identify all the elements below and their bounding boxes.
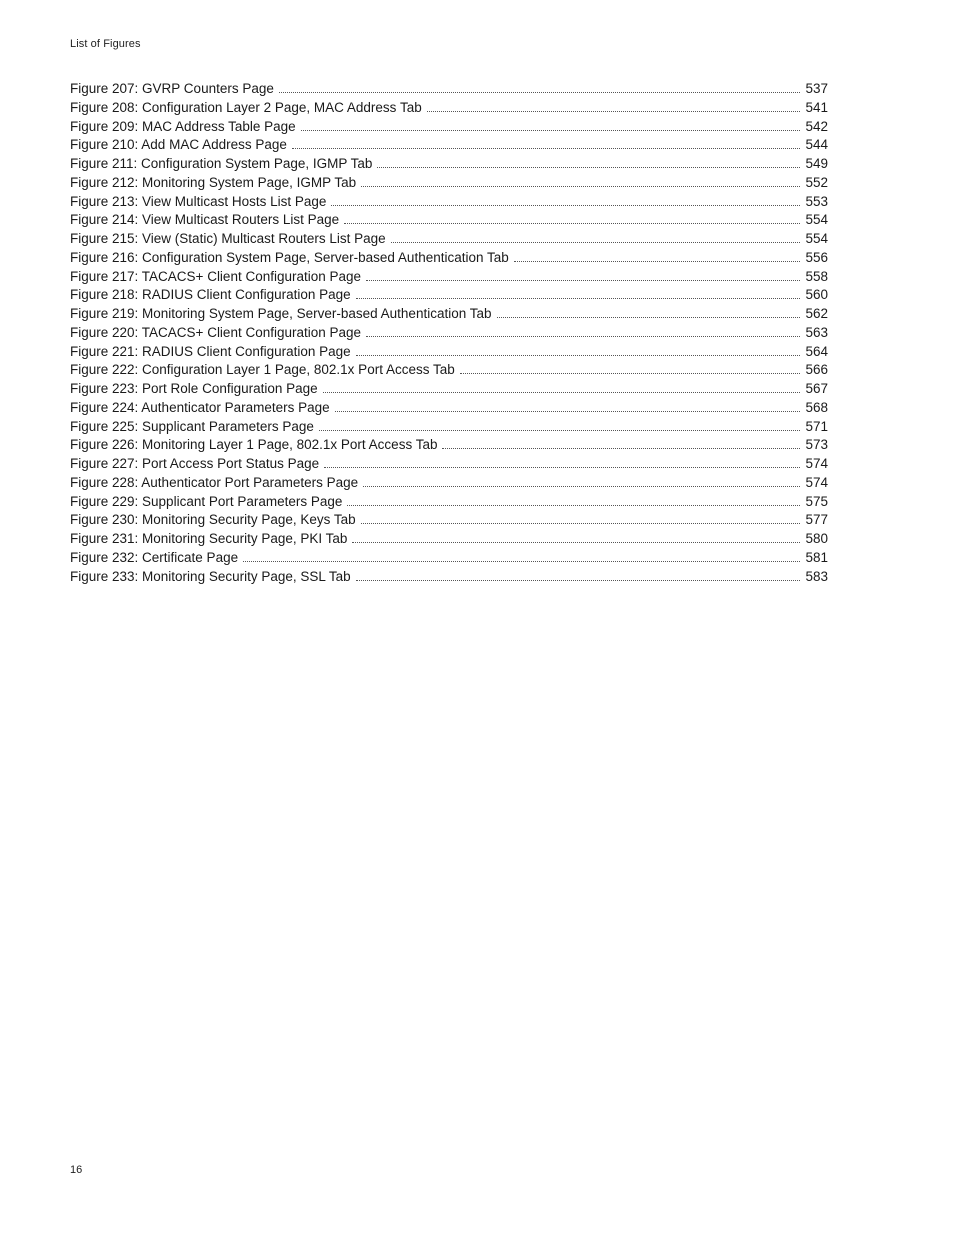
dot-leader (514, 260, 800, 262)
toc-entry-title[interactable]: Figure 221: RADIUS Client Configuration Page (70, 343, 351, 359)
toc-entry-title[interactable]: Figure 217: TACACS+ Client Configuration Page (70, 268, 362, 284)
toc-entry-page[interactable]: 552 (805, 174, 828, 190)
toc-entry-title[interactable]: Figure 212: Monitoring System Page, IGMP Tab (70, 174, 357, 190)
list-of-figures (70, 80, 828, 586)
dot-leader (356, 354, 800, 356)
toc-entry-page[interactable]: 568 (805, 399, 828, 415)
toc-entry-page[interactable]: 575 (805, 493, 828, 509)
dot-leader (331, 204, 800, 206)
dot-leader (335, 410, 800, 412)
toc-entry[interactable] (70, 436, 828, 455)
toc-entry-page[interactable]: 583 (805, 568, 828, 584)
toc-entry-title[interactable]: Figure 224: Authenticator Parameters Page (70, 399, 330, 415)
toc-entry[interactable] (70, 549, 828, 568)
toc-entry-title[interactable]: Figure 207: GVRP Counters Page (70, 81, 274, 96)
dot-leader (352, 541, 800, 543)
toc-entry[interactable] (70, 249, 828, 268)
dot-leader (356, 579, 800, 581)
toc-entry-page[interactable]: 549 (805, 156, 828, 171)
toc-entry-page[interactable]: 577 (805, 512, 828, 528)
dot-leader (427, 110, 800, 112)
toc-entry[interactable] (70, 380, 828, 399)
toc-entry-title[interactable]: Figure 223: Port Role Configuration Page (70, 381, 318, 396)
toc-entry-page[interactable]: 553 (805, 193, 828, 209)
toc-entry[interactable] (70, 99, 828, 118)
toc-entry[interactable] (70, 493, 828, 512)
toc-entry-title[interactable]: Figure 218: RADIUS Client Configuration Page (70, 287, 351, 303)
toc-entry[interactable] (70, 155, 828, 174)
toc-entry-title[interactable]: Figure 210: Add MAC Address Page (70, 137, 287, 153)
toc-entry[interactable] (70, 455, 828, 474)
toc-entry-title[interactable]: Figure 209: MAC Address Table Page (70, 118, 296, 134)
toc-entry-page[interactable]: 571 (805, 418, 828, 434)
toc-entry-title[interactable]: Figure 214: View Multicast Routers List Page (70, 212, 340, 228)
toc-entry-page[interactable]: 542 (805, 118, 828, 134)
toc-entry[interactable] (70, 324, 828, 343)
toc-entry[interactable] (70, 568, 828, 587)
dot-leader (442, 447, 800, 449)
dot-leader (361, 522, 800, 524)
toc-entry-page[interactable]: 573 (805, 437, 828, 453)
toc-entry[interactable] (70, 530, 828, 549)
dot-leader (319, 429, 800, 431)
toc-entry[interactable] (70, 174, 828, 193)
toc-entry-page[interactable]: 554 (805, 231, 828, 246)
toc-entry-page[interactable]: 574 (805, 474, 828, 490)
toc-entry-title[interactable]: Figure 232: Certificate Page (70, 549, 239, 565)
toc-entry[interactable] (70, 211, 828, 230)
toc-entry[interactable] (70, 136, 828, 155)
toc-entry-page[interactable]: 566 (805, 362, 828, 378)
dot-leader (366, 279, 800, 281)
toc-entry-title[interactable]: Figure 211: Configuration System Page, IGMP Tab (70, 156, 373, 171)
dot-leader (460, 372, 800, 374)
dot-leader (377, 166, 800, 168)
toc-entry-page[interactable]: 541 (805, 99, 828, 115)
toc-entry[interactable] (70, 343, 828, 362)
toc-entry-page[interactable]: 574 (805, 456, 828, 471)
toc-entry[interactable] (70, 193, 828, 212)
toc-entry-title[interactable]: Figure 227: Port Access Port Status Page (70, 456, 320, 471)
toc-entry[interactable] (70, 80, 828, 99)
dot-leader (366, 335, 800, 337)
dot-leader (391, 241, 800, 243)
toc-entry-title[interactable]: Figure 230: Monitoring Security Page, Keys Tab (70, 512, 356, 528)
toc-entry-title[interactable]: Figure 220: TACACS+ Client Configuration Page (70, 324, 362, 340)
toc-entry[interactable] (70, 418, 828, 437)
toc-entry-title[interactable]: Figure 222: Configuration Layer 1 Page, 802.1x Port Access Tab (70, 362, 455, 378)
toc-entry-title[interactable]: Figure 216: Configuration System Page, Server-based Authentication Tab (70, 249, 509, 265)
dot-leader (363, 485, 800, 487)
toc-entry[interactable] (70, 474, 828, 493)
toc-entry-title[interactable]: Figure 231: Monitoring Security Page, PKI Tab (70, 531, 348, 546)
toc-entry-title[interactable]: Figure 215: View (Static) Multicast Routers List Page (70, 231, 386, 246)
toc-entry-page[interactable]: 562 (805, 306, 828, 321)
dot-leader (324, 466, 800, 468)
dot-leader (356, 297, 800, 299)
toc-entry[interactable] (70, 118, 828, 137)
toc-entry-title[interactable]: Figure 219: Monitoring System Page, Server-based Authentication Tab (70, 306, 492, 321)
toc-entry-page[interactable]: 537 (805, 81, 828, 96)
toc-entry-title[interactable]: Figure 228: Authenticator Port Parameters Page (70, 474, 359, 490)
toc-entry-page[interactable]: 558 (805, 268, 828, 284)
dot-leader (301, 129, 800, 131)
toc-entry[interactable] (70, 305, 828, 324)
page-number: 16 (70, 1164, 83, 1176)
toc-entry-page[interactable]: 556 (805, 249, 828, 265)
toc-entry-page[interactable]: 563 (805, 324, 828, 340)
toc-entry-title[interactable]: Figure 208: Configuration Layer 2 Page, MAC Address Tab (70, 99, 422, 115)
dot-leader (347, 504, 800, 506)
toc-entry-page[interactable]: 554 (805, 212, 828, 228)
running-header-title: List of Figures (70, 38, 141, 50)
toc-entry-page[interactable]: 544 (805, 137, 828, 153)
toc-entry-page[interactable]: 564 (805, 343, 828, 359)
dot-leader (344, 222, 800, 224)
dot-leader (243, 560, 800, 562)
toc-entry[interactable] (70, 286, 828, 305)
dot-leader (323, 391, 800, 393)
toc-entry[interactable] (70, 361, 828, 380)
dot-leader (292, 147, 800, 149)
dot-leader (361, 185, 800, 187)
toc-entry[interactable] (70, 230, 828, 249)
toc-entry-page[interactable]: 580 (805, 531, 828, 546)
toc-entry-page[interactable]: 567 (805, 381, 828, 396)
toc-entry[interactable] (70, 399, 828, 418)
dot-leader (279, 91, 800, 93)
dot-leader (497, 316, 801, 318)
toc-entry-title[interactable]: Figure 229: Supplicant Port Parameters Page (70, 493, 343, 509)
toc-entry-title[interactable]: Figure 225: Supplicant Parameters Page (70, 418, 314, 434)
toc-entry[interactable] (70, 511, 828, 530)
toc-entry-page[interactable]: 581 (805, 549, 828, 565)
toc-entry[interactable] (70, 268, 828, 287)
toc-entry-title[interactable]: Figure 213: View Multicast Hosts List Page (70, 193, 327, 209)
toc-entry-page[interactable]: 560 (805, 287, 828, 303)
toc-entry-title[interactable]: Figure 226: Monitoring Layer 1 Page, 802.1x Port Access Tab (70, 437, 438, 453)
toc-entry-title[interactable]: Figure 233: Monitoring Security Page, SSL Tab (70, 568, 351, 584)
